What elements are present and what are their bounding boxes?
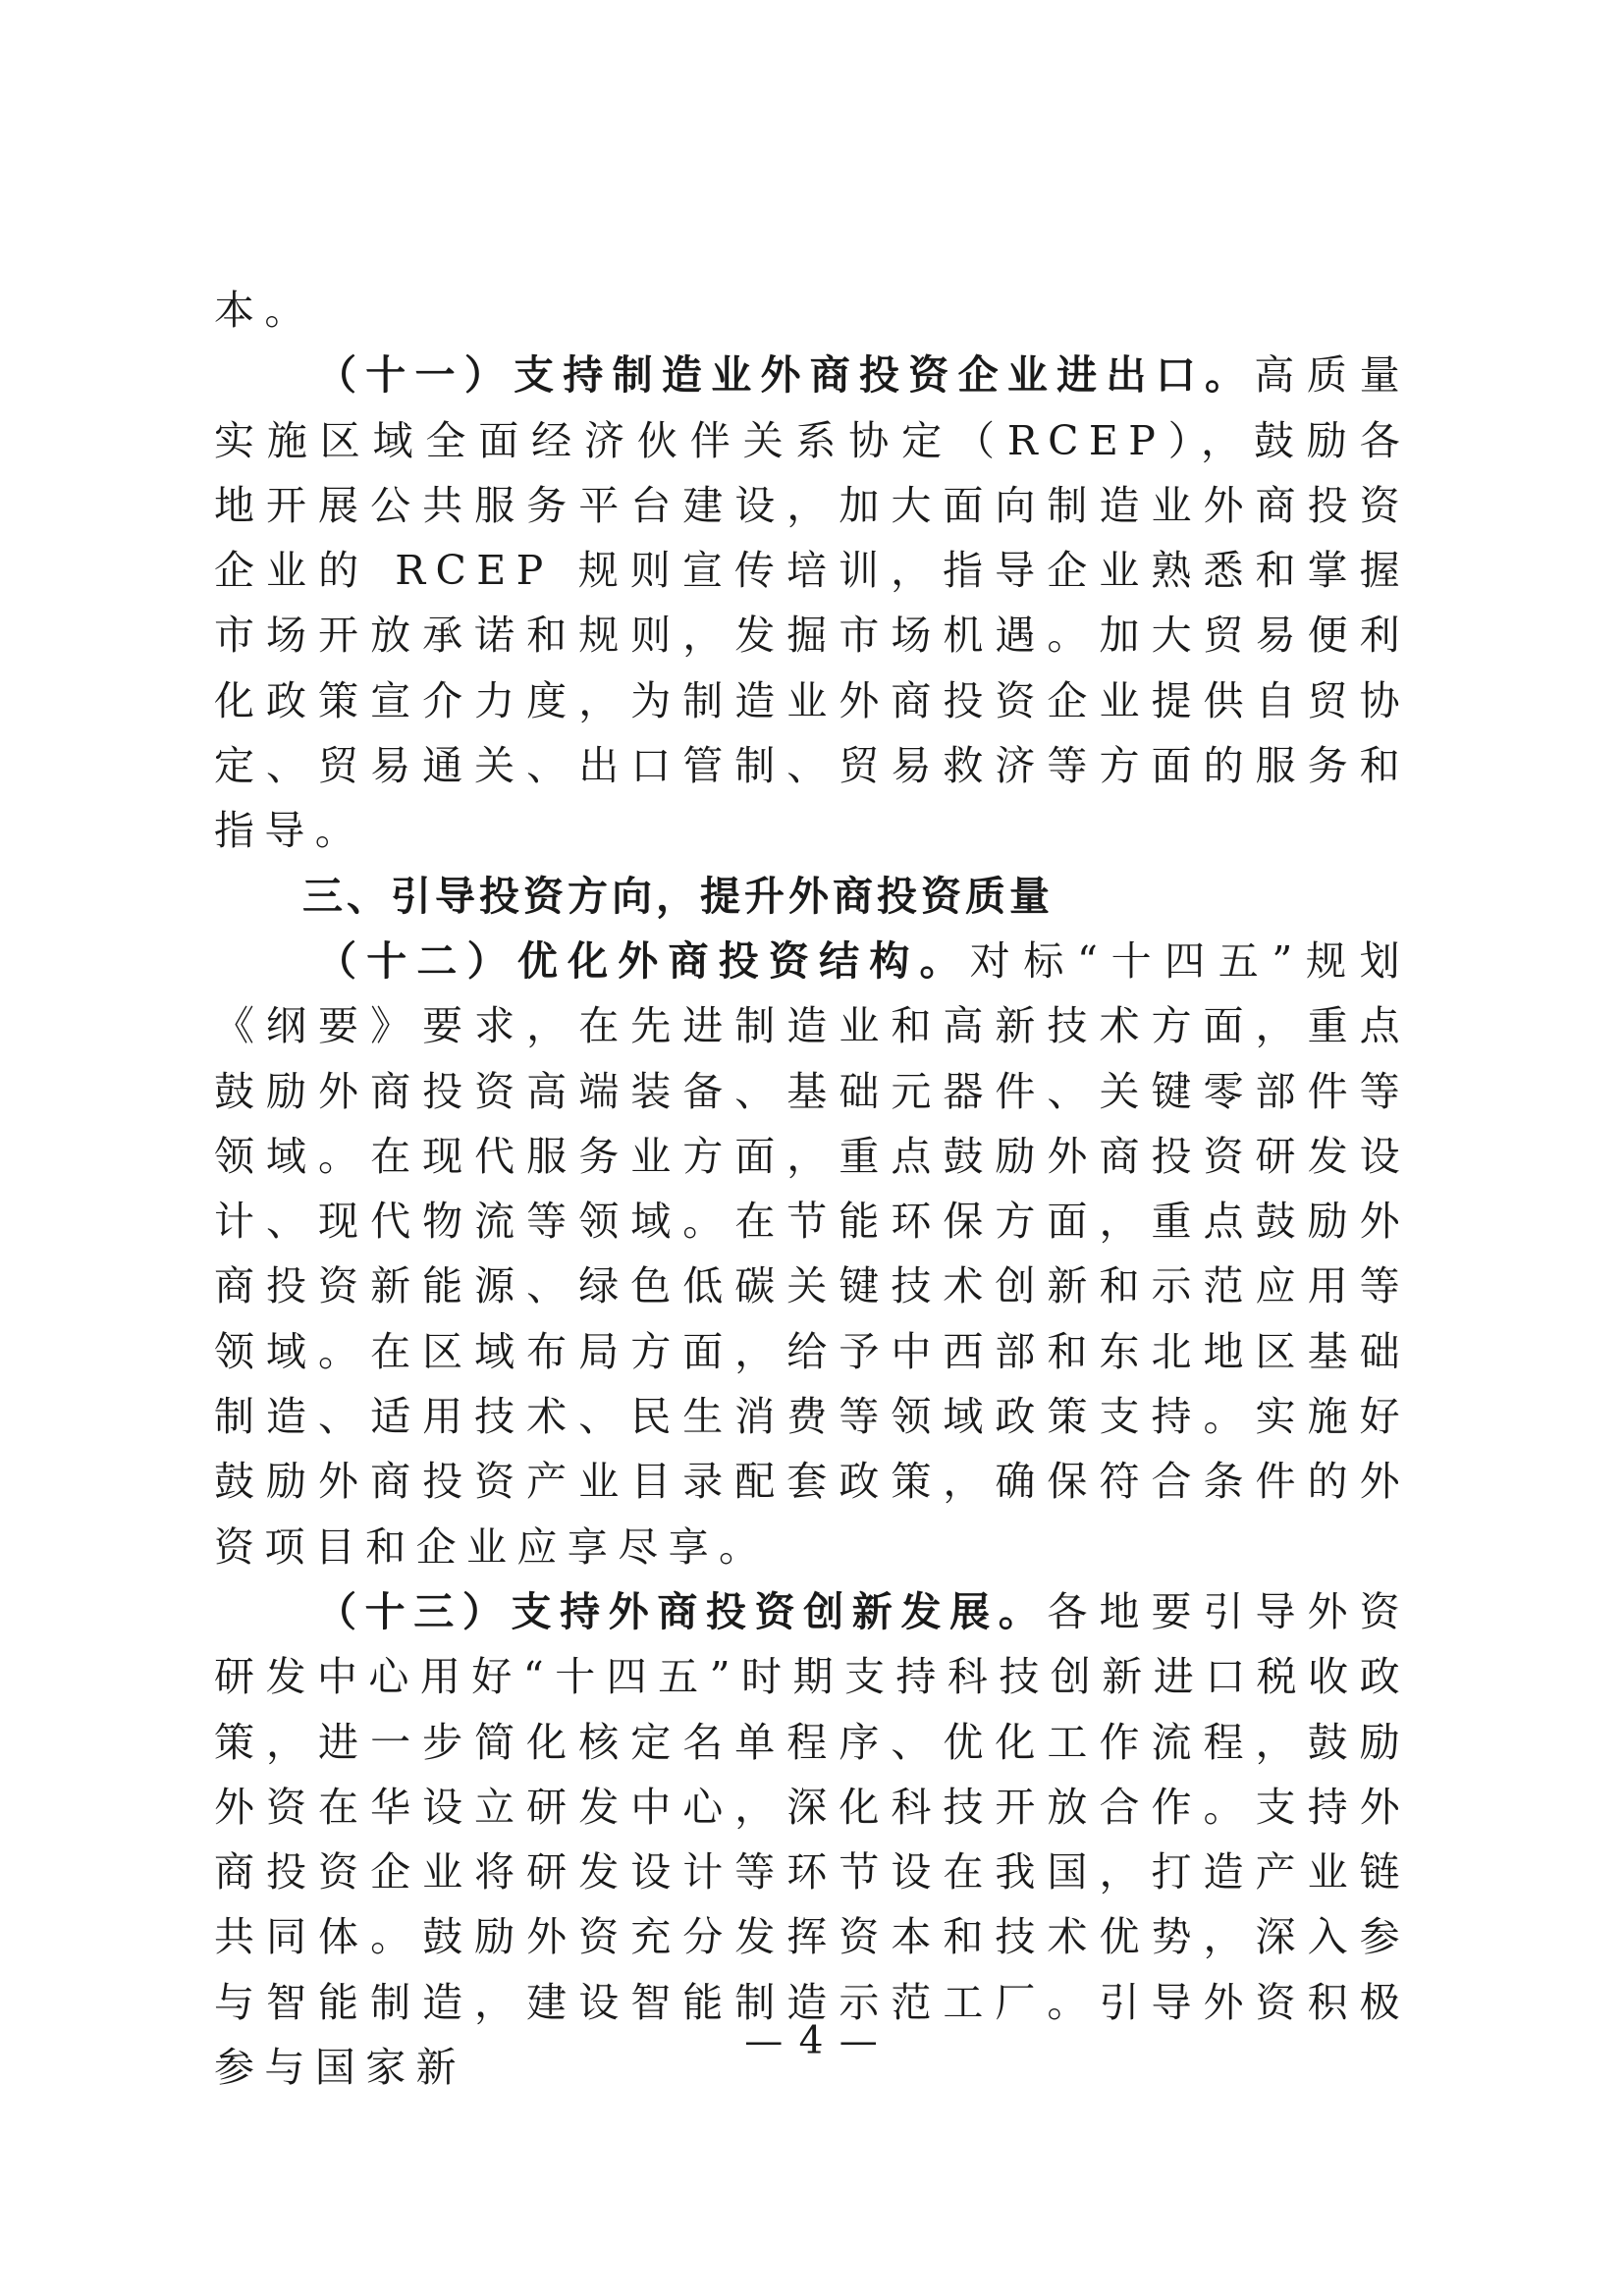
paragraph-item-11	[214, 343, 1410, 863]
document-body	[214, 278, 1410, 2100]
item-heading: （十三）支持外商投资创新发展。	[316, 1587, 1048, 1635]
item-heading: （十二）优化外商投资结构。	[316, 936, 970, 985]
paragraph-text: 高质量实施区域全面经济伙伴关系协定（RCEP），鼓励各地开展公共服务平台建设，加大面向制造业外商投资企业的 RCEP 规则宣传培训，指导企业熟悉和掌握市场开放承诺和规则，发掘市场机遇。加大贸易便利化政策宣介力度，为制造业外商投资企业提供自贸协定、贸易通关、出口管制、贸易救济等方面的服务和指导。	[214, 351, 1411, 855]
paragraph-text: 对标“十四五”规划《纲要》要求，在先进制造业和高新技术方面，重点鼓励外商投资高端装备、基础元器件、关键零部件等领域。在现代服务业方面，重点鼓励外商投资研发设计、现代物流等领域。在节能环保方面，重点鼓励外商投资新能源、绿色低碳关键技术创新和示范应用等领域。在区域布局方面，给予中西部和东北地区基础制造、适用技术、民生消费等领域政策支持。实施好鼓励外商投资产业目录配套政策，确保符合条件的外资项目和企业应享尽享。	[214, 936, 1410, 1571]
paragraph-text: 本。	[214, 287, 315, 334]
page-number: — 4 —	[744, 2019, 880, 2063]
paragraph-continuation	[214, 278, 1410, 343]
section-heading: 三、引导投资方向，提升外商投资质量	[302, 872, 1054, 920]
paragraph-text: 各地要引导外资研发中心用好“十四五”时期支持科技创新进口税收政策，进一步简化核定名单程序、优化工作流程，鼓励外资在华设立研发中心，深化科技开放合作。支持外商投资企业将研发设计等环节设在我国，打造产业链共同体。鼓励外资充分发挥资本和技术优势，深入参与智能制造，建设智能制造示范工厂。引导外资积极参与国家新	[214, 1587, 1410, 2092]
item-heading: （十一）支持制造业外商投资企业进出口。	[316, 351, 1255, 400]
paragraph-item-12	[214, 929, 1410, 1579]
